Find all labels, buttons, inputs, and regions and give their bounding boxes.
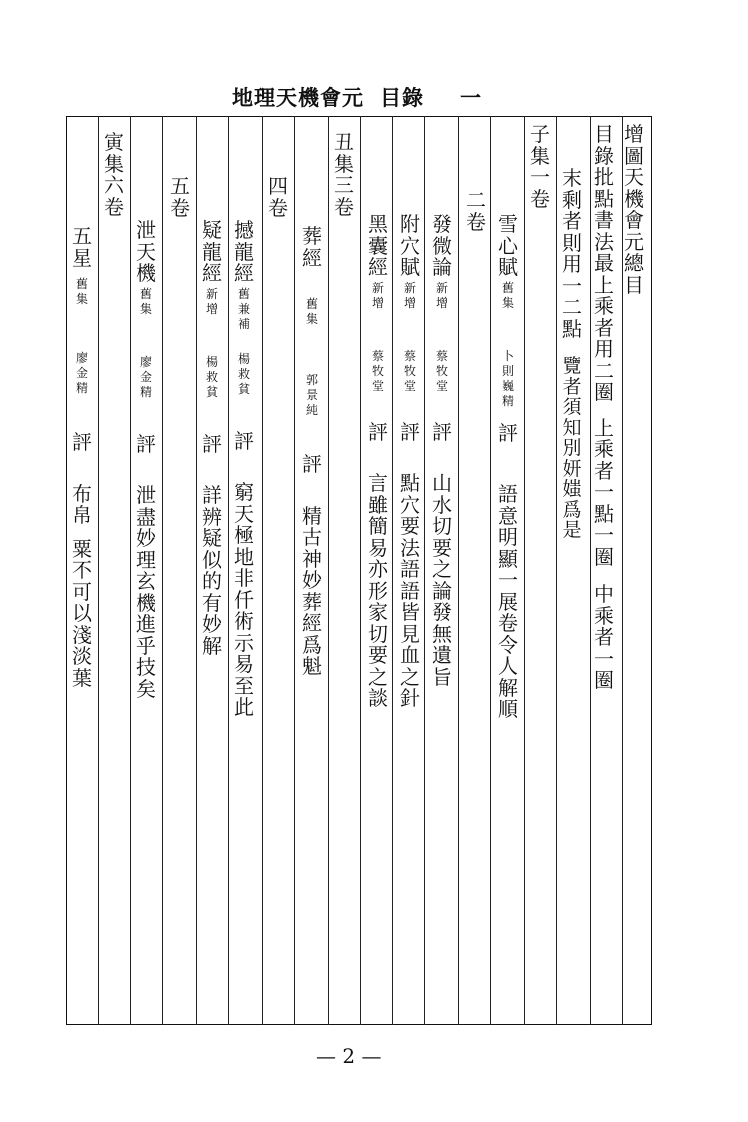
- entry-source: 舊 集: [501, 280, 514, 310]
- column-divider: [130, 116, 131, 1025]
- entry-source: 新 增: [435, 280, 448, 310]
- column-divider: [392, 116, 393, 1025]
- entry-comment: 窮 天 極 地 非 仟 術 示 易 至 此: [234, 480, 254, 719]
- volume-heading: [330, 132, 358, 218]
- entry-comment: 山 水 切 要 之 論 發 無 遺 旨: [432, 471, 452, 689]
- entry-title: 雪 心 賦: [498, 212, 518, 279]
- column-divider: [162, 116, 163, 1025]
- entry-title: 附 穴 賦: [400, 212, 420, 279]
- entry-comment: 語 意 明 顯 一 展 卷 令 人 解 順: [498, 482, 518, 721]
- entry-column: [494, 214, 522, 721]
- entry-comment-label: 評: [234, 428, 254, 453]
- volume-label: 寅 集 六 卷: [104, 130, 124, 219]
- entry-column: [132, 220, 160, 700]
- note-text: 中 乘 者 一 圈: [594, 582, 614, 692]
- entry-column: [396, 214, 424, 710]
- note-text: 覽 者 須 知 別 妍 媸 爲 是: [562, 355, 582, 541]
- column-divider: [556, 116, 557, 1025]
- entry-title: 疑 龍 經: [202, 218, 222, 285]
- entry-title-char: 葬 經: [302, 224, 322, 270]
- entry-author: 廖 金 精: [75, 351, 88, 395]
- section-label: 目 錄: [594, 122, 614, 168]
- column-divider: [196, 116, 197, 1025]
- note-text: 末 剩 者 則 用 一 二 點: [562, 166, 582, 341]
- volume-label: 子 集 一 卷: [530, 122, 550, 211]
- entry-author: 卜 則 巍 精: [501, 348, 514, 408]
- volume-label: 四 卷: [268, 174, 288, 220]
- entry-author: 蔡 牧 堂: [371, 348, 384, 393]
- entry-column: [364, 214, 392, 710]
- volume-label: 二 卷: [466, 188, 486, 234]
- entry-author: 楊 救 貧: [237, 351, 250, 396]
- toc-column: [620, 124, 648, 296]
- entry-comment-label: 評: [400, 419, 420, 444]
- entry-comment: 精 古 神 妙 葬 經 爲 魁: [302, 503, 322, 678]
- volume-label: 丑 集 三 卷: [334, 130, 354, 219]
- entry-column: [428, 214, 456, 688]
- volume-heading: [526, 124, 554, 210]
- volume-heading: [462, 190, 490, 233]
- column-divider: [262, 116, 263, 1025]
- toc-column: [558, 168, 586, 541]
- entry-comment: 布 帛: [72, 481, 92, 527]
- entry-author: 蔡 牧 堂: [435, 348, 448, 393]
- note-text: 批 點 書 法 最 上 乘 者 用 二 圈: [594, 165, 614, 404]
- entry-title: 發 微 論: [432, 212, 452, 279]
- entry-column: [298, 226, 326, 678]
- volume-label: 五 卷: [170, 174, 190, 220]
- column-divider: [458, 116, 459, 1025]
- entry-comment: 粟 不 可 以 淺 淡 葉: [72, 536, 92, 690]
- entry-comment-label: 評: [202, 431, 222, 456]
- entry-comment: 點 穴 要 法 語 語 皆 見 血 之 針: [400, 471, 420, 710]
- entry-comment-label: 評: [72, 430, 92, 454]
- entry-title: 撼 龍 經: [234, 218, 254, 285]
- entry-column: [198, 220, 226, 657]
- column-divider: [424, 116, 425, 1025]
- entry-source: 舊 兼 補: [237, 286, 250, 331]
- volume-heading: [166, 176, 194, 219]
- entry-source: 舊 集: [305, 297, 318, 326]
- entry-title: 五 星: [72, 224, 92, 270]
- column-divider: [524, 116, 525, 1025]
- toc-column: [590, 124, 618, 692]
- column-divider: [98, 116, 99, 1025]
- entry-comment-label: 評: [136, 431, 156, 456]
- header-page-mark: 一: [460, 86, 482, 110]
- entry-author: 郭 景 純: [305, 373, 318, 417]
- entry-source: 舊 集: [75, 277, 88, 306]
- entry-author: 廖 金 精: [139, 354, 152, 399]
- entry-source: 新 增: [205, 286, 218, 316]
- entry-comment-label: 評: [432, 419, 452, 444]
- entry-author: 蔡 牧 堂: [403, 348, 416, 393]
- entry-comment-label: 評: [498, 420, 518, 445]
- column-divider: [294, 116, 295, 1025]
- entry-comment-label: 評: [368, 419, 388, 444]
- book-title: 地理天機會元: [232, 86, 364, 110]
- column-divider: [360, 116, 361, 1025]
- column-divider: [228, 116, 229, 1025]
- entry-title: 黑 囊 經: [368, 212, 388, 279]
- entry-source: 新 增: [403, 280, 416, 310]
- section-title: 目錄: [380, 86, 424, 110]
- note-text: 上 乘 者 一 點 一 圈: [594, 415, 614, 569]
- page-number: — 2 —: [316, 1044, 382, 1068]
- entry-title: 泄 天 機: [136, 218, 156, 285]
- column-divider: [328, 116, 329, 1025]
- entry-source: 舊 集: [139, 286, 152, 316]
- entry-comment: 言 雖 簡 易 亦 形 家 切 要 之 談: [368, 471, 388, 710]
- column-divider: [490, 116, 491, 1025]
- entry-comment: 詳 辨 疑 似 的 有 妙 解: [202, 483, 222, 658]
- entry-comment: 泄 盡 妙 理 玄 機 進 乎 技 矣: [136, 483, 156, 701]
- volume-heading: [100, 132, 128, 218]
- entry-author: 楊 救 貧: [205, 354, 218, 399]
- entry-comment-label: 評: [302, 452, 322, 476]
- entry-source: 新 增: [371, 280, 384, 310]
- entry-column: [68, 226, 96, 689]
- entry-column: [230, 220, 258, 719]
- volume-heading: [264, 176, 292, 219]
- toc-title: 增 圖 天 機 會 元 總 目: [624, 122, 644, 297]
